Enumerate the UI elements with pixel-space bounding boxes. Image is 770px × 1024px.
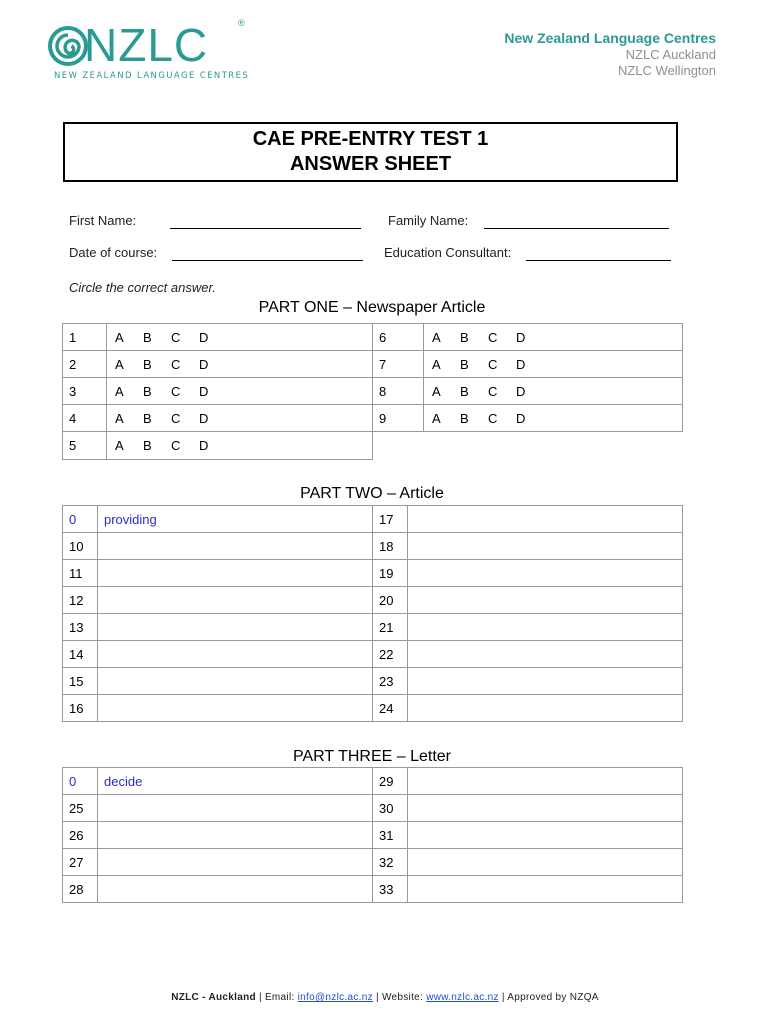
question-number: 33 <box>373 876 408 903</box>
option-d[interactable]: D <box>516 383 526 399</box>
answer-options[interactable] <box>107 405 373 432</box>
question-number: 11 <box>63 560 98 587</box>
logo-wordmark: NZLC <box>84 19 209 71</box>
option-b[interactable]: B <box>460 356 469 372</box>
question-number: 14 <box>63 641 98 668</box>
part_three-row <box>63 876 683 903</box>
option-a[interactable]: A <box>115 410 124 426</box>
question-number: 15 <box>63 668 98 695</box>
footer-email-link[interactable]: info@nzlc.ac.nz <box>297 992 373 1003</box>
part_two-row <box>63 641 683 668</box>
answer-field[interactable] <box>408 560 683 587</box>
part-three-title: PART THREE – Letter <box>293 748 451 765</box>
answer-field[interactable] <box>98 668 373 695</box>
part_two-row <box>63 560 683 587</box>
question-number: 22 <box>373 641 408 668</box>
option-d[interactable]: D <box>199 438 209 453</box>
option-d[interactable]: D <box>516 356 526 372</box>
part-two-table <box>62 505 683 722</box>
part_three-row <box>63 795 683 822</box>
answer-field[interactable] <box>98 533 373 560</box>
answer-field[interactable] <box>408 668 683 695</box>
family-name-field[interactable] <box>484 228 669 229</box>
org-location-wellington: NZLC Wellington <box>617 63 716 78</box>
title-box <box>63 122 678 182</box>
logo-tagline: NEW ZEALAND LANGUAGE CENTRES <box>54 71 250 81</box>
option-c[interactable]: C <box>488 356 498 372</box>
footer-website-link[interactable]: www.nzlc.ac.nz <box>426 992 499 1003</box>
answer-options[interactable] <box>107 324 373 351</box>
question-number: 9 <box>373 405 424 432</box>
option-c[interactable]: C <box>171 329 181 345</box>
part_two-row <box>63 614 683 641</box>
answer-field[interactable] <box>408 876 683 903</box>
option-d[interactable]: D <box>516 410 526 426</box>
answer-field[interactable] <box>98 587 373 614</box>
part_two-row <box>63 533 683 560</box>
question-number: 23 <box>373 668 408 695</box>
nzlc-swirl-logo-icon <box>48 26 88 66</box>
date-of-course-field[interactable] <box>172 260 363 261</box>
option-d[interactable]: D <box>199 410 209 426</box>
question-number: 7 <box>373 351 424 378</box>
answer-field[interactable] <box>98 822 373 849</box>
first-name-label: First Name: <box>69 213 137 228</box>
answer-field[interactable] <box>408 822 683 849</box>
question-number: 3 <box>63 378 107 405</box>
option-b[interactable]: B <box>460 410 469 426</box>
option-b[interactable]: B <box>460 329 469 345</box>
question-number: 25 <box>63 795 98 822</box>
option-a[interactable]: A <box>432 383 441 399</box>
education-consultant-label: Education Consultant: <box>384 245 512 260</box>
option-d[interactable]: D <box>199 383 209 399</box>
option-b[interactable]: B <box>143 410 152 426</box>
question-number: 13 <box>63 614 98 641</box>
option-a[interactable]: A <box>432 329 441 345</box>
question-number: 17 <box>373 506 408 533</box>
question-number: 4 <box>63 405 107 432</box>
question-number: 19 <box>373 560 408 587</box>
option-a[interactable]: A <box>432 410 441 426</box>
part-one-row <box>63 324 683 351</box>
question-number: 1 <box>63 324 107 351</box>
answer-options[interactable] <box>107 432 373 460</box>
question-number: 0 <box>63 768 98 795</box>
option-a[interactable]: A <box>115 383 124 399</box>
answer-options[interactable] <box>107 378 373 405</box>
question-number: 16 <box>63 695 98 722</box>
question-number: 24 <box>373 695 408 722</box>
question-number: 30 <box>373 795 408 822</box>
option-d[interactable]: D <box>516 329 526 345</box>
answer-field[interactable] <box>98 795 373 822</box>
question-number: 20 <box>373 587 408 614</box>
answer-field[interactable] <box>408 614 683 641</box>
first-name-field[interactable] <box>170 228 361 229</box>
part-one-row <box>63 351 683 378</box>
answer-field[interactable] <box>408 506 683 533</box>
option-c[interactable]: C <box>171 438 181 453</box>
question-number: 21 <box>373 614 408 641</box>
date-of-course-label: Date of course: <box>69 245 158 260</box>
answer-field[interactable] <box>408 768 683 795</box>
answer-field[interactable] <box>408 849 683 876</box>
part-one-title: PART ONE – Newspaper Article <box>258 299 486 316</box>
option-c[interactable]: C <box>488 383 498 399</box>
option-a[interactable]: A <box>115 438 124 453</box>
question-number: 0 <box>63 506 98 533</box>
answer-field[interactable] <box>408 795 683 822</box>
option-c[interactable]: C <box>488 329 498 345</box>
question-number: 31 <box>373 822 408 849</box>
part_two-row <box>63 506 683 533</box>
answer-options[interactable] <box>424 351 683 378</box>
part_three-row <box>63 768 683 795</box>
answer-field[interactable]: decide <box>98 768 373 795</box>
page-title: CAE PRE-ENTRY TEST 1 <box>252 128 489 150</box>
question-number: 12 <box>63 587 98 614</box>
option-c[interactable]: C <box>171 356 181 372</box>
option-b[interactable]: B <box>143 329 152 345</box>
footer-email-label: | Email: <box>258 992 295 1003</box>
family-name-label: Family Name: <box>388 213 469 228</box>
org-location-auckland: NZLC Auckland <box>625 47 716 62</box>
part-one-table <box>62 323 683 460</box>
question-number: 2 <box>63 351 107 378</box>
part-two-title: PART TWO – Article <box>300 485 444 502</box>
answer-field[interactable] <box>98 876 373 903</box>
option-b[interactable]: B <box>143 356 152 372</box>
question-number: 5 <box>63 432 107 460</box>
answer-field[interactable] <box>408 695 683 722</box>
empty-cell <box>373 432 683 460</box>
option-c[interactable]: C <box>488 410 498 426</box>
question-number: 18 <box>373 533 408 560</box>
part_three-row <box>63 822 683 849</box>
question-number: 27 <box>63 849 98 876</box>
option-a[interactable]: A <box>115 356 124 372</box>
option-a[interactable]: A <box>115 329 124 345</box>
answer-field[interactable] <box>408 533 683 560</box>
option-d[interactable]: D <box>199 329 209 345</box>
part_two-row <box>63 587 683 614</box>
part-one-row <box>63 432 683 460</box>
option-b[interactable]: B <box>143 383 152 399</box>
answer-field[interactable] <box>98 695 373 722</box>
question-number: 29 <box>373 768 408 795</box>
org-name: New Zealand Language Centres <box>504 30 716 46</box>
answer-field[interactable] <box>98 641 373 668</box>
option-d[interactable]: D <box>199 356 209 372</box>
logo-registered-mark: ® <box>238 18 245 28</box>
instruction-text: Circle the correct answer. <box>69 280 216 295</box>
answer-options[interactable] <box>107 351 373 378</box>
part_three-row <box>63 849 683 876</box>
answer-options[interactable] <box>424 324 683 351</box>
part_two-row <box>63 695 683 722</box>
question-number: 32 <box>373 849 408 876</box>
option-c[interactable]: C <box>171 383 181 399</box>
answer-field[interactable] <box>408 641 683 668</box>
question-number: 6 <box>373 324 424 351</box>
footer-org: NZLC - Auckland <box>171 992 256 1003</box>
part-one-row <box>63 378 683 405</box>
question-number: 8 <box>373 378 424 405</box>
page-subtitle: ANSWER SHEET <box>289 153 452 175</box>
footer <box>0 992 770 1003</box>
option-b[interactable]: B <box>143 438 152 453</box>
answer-options[interactable] <box>424 405 683 432</box>
answer-field[interactable] <box>408 587 683 614</box>
question-number: 10 <box>63 533 98 560</box>
part-three-table <box>62 767 683 903</box>
question-number: 28 <box>63 876 98 903</box>
education-consultant-field[interactable] <box>526 260 671 261</box>
answer-field[interactable] <box>98 560 373 587</box>
option-a[interactable]: A <box>432 356 441 372</box>
footer-approved: | Approved by NZQA <box>501 992 599 1003</box>
answer-options[interactable] <box>424 378 683 405</box>
option-b[interactable]: B <box>460 383 469 399</box>
part_two-row <box>63 668 683 695</box>
footer-website-label: | Website: <box>375 992 424 1003</box>
answer-field[interactable] <box>98 614 373 641</box>
question-number: 26 <box>63 822 98 849</box>
option-c[interactable]: C <box>171 410 181 426</box>
answer-field[interactable]: providing <box>98 506 373 533</box>
answer-field[interactable] <box>98 849 373 876</box>
part-one-row <box>63 405 683 432</box>
